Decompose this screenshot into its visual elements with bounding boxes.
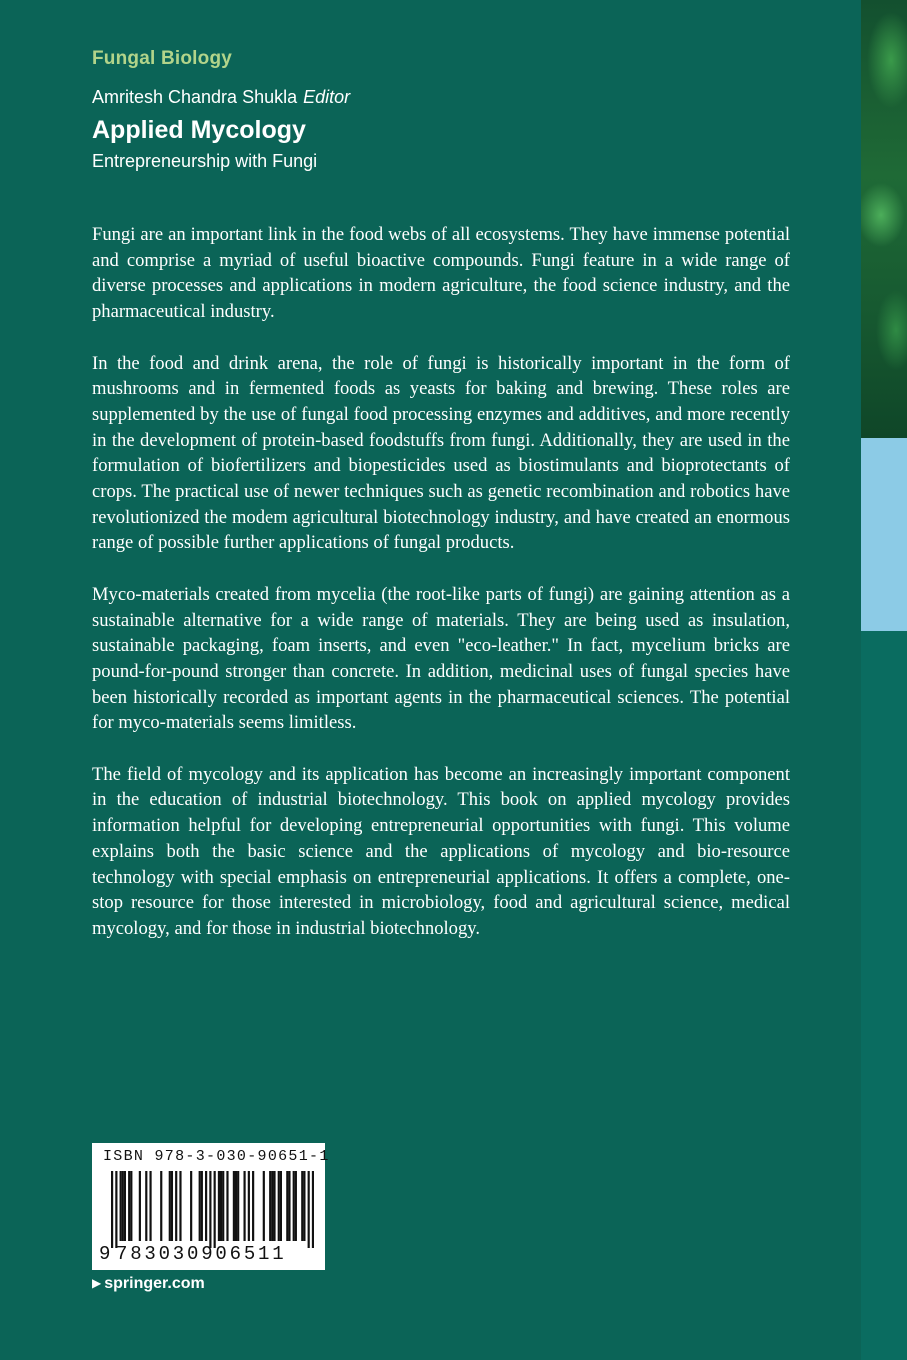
barcode-bar [233,1171,235,1241]
barcode-bar [111,1171,113,1248]
blurb-paragraph: In the food and drink arena, the role of fungi is historically important in the form of mushrooms and in fermented foods as yeasts for baking and brewing. These roles are supplemented by the use of fungal food processing enzymes and additives, and more recently in the development of protein-based foodstuffs from fungi. Additionally, they are used in the formulation of biofertilizers and biopesticides used as biostimulants and bioprotectants of crops. The practical use of newer techniques such as genetic recombination and robotics have revolutionized the modem agricultural biotechnology industry, and have created an enormous range of possible further applications of fungal products. [92,352,790,554]
blurb-paragraph: Myco-materials created from mycelia (the root-like parts of fungi) are gaining attention as a sustainable alternative for a wide range of materials. They are being used as insulation, sustainable packaging, foam inserts, and even "eco-leather." In fact, mycelium bricks are pound-for-pound stronger than concrete. In addition, medicinal uses of fungal species have been historically recorded as important agents in the pharmaceutical sciences. The potential for myco-materials seems limitless. [92,583,790,734]
barcode-bar [122,1171,124,1241]
editor-line [92,87,350,108]
barcode-bar [199,1171,201,1241]
barcode-bar [263,1171,265,1241]
barcode-bar [218,1171,220,1241]
barcode-bar [243,1171,245,1241]
barcode-bar [128,1171,130,1241]
barcode-bar [301,1171,303,1241]
barcode-first-digit: 9 [99,1243,111,1265]
book-subtitle: Entrepreneurship with Fungi [92,151,318,171]
strip-green-section [861,631,907,1360]
barcode-bar [130,1171,132,1241]
isbn-label: ISBN 978-3-030-90651-1 [103,1148,330,1165]
barcode-bar [248,1171,250,1241]
barcode-bar [220,1171,222,1241]
barcode-bar [295,1171,297,1241]
barcode-digit-groups: 783030906511 [116,1243,287,1265]
barcode-bar [124,1171,126,1241]
blurb-text [92,222,790,967]
barcode-bar [139,1171,141,1241]
barcode-bar [190,1171,192,1241]
barcode-bar [171,1171,173,1241]
barcode-bar [169,1171,171,1241]
spine-edge-strip [861,0,907,1360]
book-title: Applied Mycology [92,116,306,144]
barcode-bar [209,1171,211,1248]
triangle-right-icon: ▶ [92,1276,102,1290]
strip-photo-section [861,0,907,438]
barcode-bar [149,1171,151,1241]
barcode-bar [222,1171,224,1241]
barcode-bar [226,1171,228,1241]
barcode-bar [312,1171,314,1248]
barcode-bar [278,1171,280,1241]
barcode-bar [303,1171,305,1241]
barcode-bar [205,1171,207,1241]
strip-blue-section [861,438,907,631]
barcode-block [92,1143,330,1270]
barcode-bar [286,1171,288,1241]
publisher-url: springer.com [104,1275,205,1292]
barcode-bar [280,1171,282,1241]
blurb-paragraph: The field of mycology and its application has become an increasingly important component in the education of industrial biotechnology. This book on applied mycology provides information helpful for developing entrepreneurial opportunities with fungi. This volume explains both the basic science and the applications of mycology and bio-resource technology with special emphasis on entrepreneurial applications. It offers a complete, one-stop resource for those interested in microbiology, food and agricultural science, medical mycology, and for those in industrial biotechnology. [92,763,790,939]
editor-role: Editor [303,87,351,107]
barcode-bars [111,1171,314,1248]
barcode-bar [252,1171,254,1241]
barcode-bar [273,1171,275,1241]
barcode-bar [308,1171,310,1248]
barcode-bar [179,1171,181,1241]
barcode-bar [235,1171,237,1241]
blurb-paragraph: Fungi are an important link in the food webs of all ecosystems. They have immense potential and comprise a myriad of useful bioactive compounds. Fungi feature in a wide range of diverse processes and applications in modern agriculture, the food science industry, and the pharmaceutical industry. [92,224,790,323]
barcode-bar [293,1171,295,1241]
barcode-bar [288,1171,290,1241]
publisher-link[interactable] [92,1275,205,1293]
barcode-bar [214,1171,216,1248]
barcode-bar [120,1171,122,1241]
barcode-bar [271,1171,273,1241]
series-title: Fungal Biology [92,48,233,69]
barcode-bar [175,1171,177,1241]
barcode-bar [160,1171,162,1241]
barcode-bar [269,1171,271,1241]
barcode-bar [201,1171,203,1241]
barcode-bar [115,1171,117,1248]
editor-name: Amritesh Chandra Shukla [92,87,298,107]
barcode-bar [237,1171,239,1241]
barcode-bar [145,1171,147,1241]
